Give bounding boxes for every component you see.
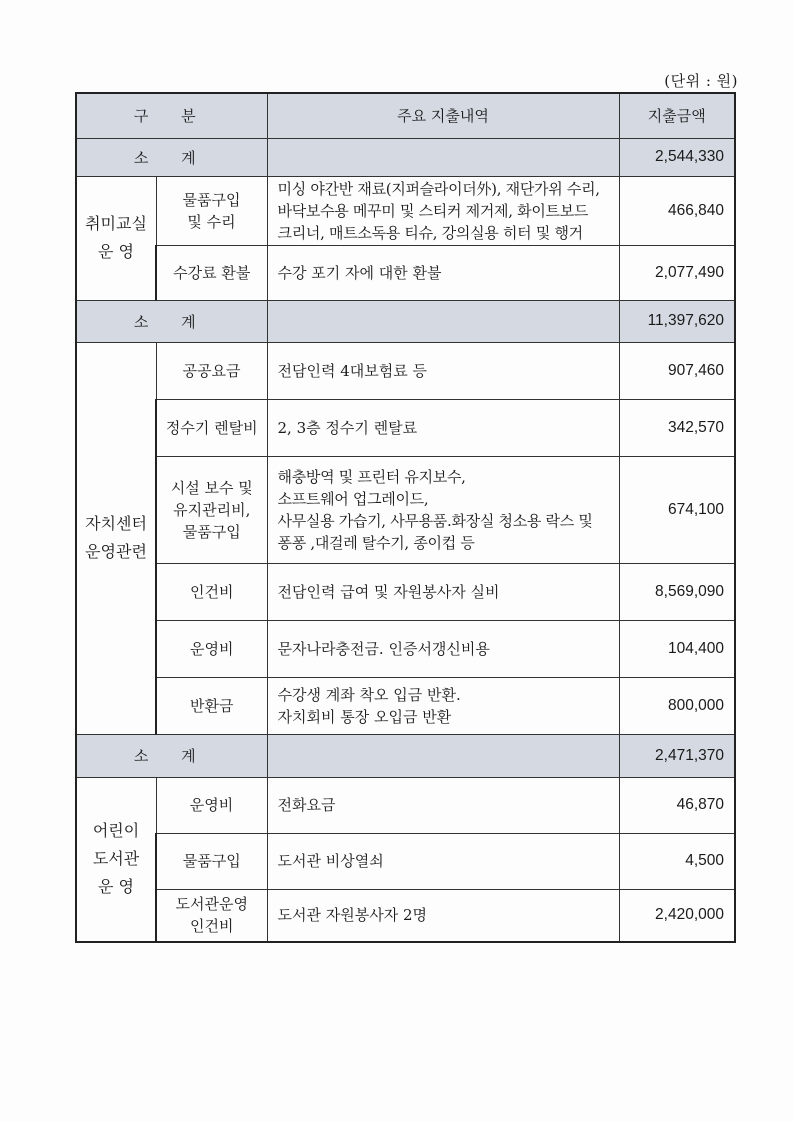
category-label: 자치센터 운영관련 xyxy=(76,342,156,734)
amount-cell: 342,570 xyxy=(619,399,735,456)
description-cell: 도서관 자원봉사자 2명 xyxy=(267,889,619,942)
subtotal-blank xyxy=(267,138,619,176)
item-label: 수강료 환불 xyxy=(156,245,267,300)
subtotal-blank xyxy=(267,300,619,342)
subtotal-row xyxy=(76,300,735,342)
table-row xyxy=(76,677,735,734)
table-row xyxy=(76,889,735,942)
description-cell: 문자나라충전금. 인증서갱신비용 xyxy=(267,620,619,677)
table-row xyxy=(76,620,735,677)
item-label: 물품구입 xyxy=(156,833,267,889)
item-label: 공공요금 xyxy=(156,342,267,399)
category-label: 어린이 도서관 운 영 xyxy=(76,777,156,942)
subtotal-label: 소 계 xyxy=(76,300,267,342)
subtotal-row xyxy=(76,734,735,777)
item-label: 정수기 렌탈비 xyxy=(156,399,267,456)
table-row xyxy=(76,245,735,300)
table-row xyxy=(76,563,735,620)
header-category: 구 분 xyxy=(76,93,267,138)
description-cell: 전담인력 4대보험료 등 xyxy=(267,342,619,399)
subtotal-amount: 2,544,330 xyxy=(619,138,735,176)
description-cell: 도서관 비상열쇠 xyxy=(267,833,619,889)
item-label: 운영비 xyxy=(156,620,267,677)
item-label: 시설 보수 및 유지관리비, 물품구입 xyxy=(156,456,267,563)
amount-cell: 466,840 xyxy=(619,176,735,245)
description-cell: 해충방역 및 프린터 유지보수, 소프트웨어 업그레이드, 사무실용 가습기, 사무용품.화장실 청소용 락스 및 퐁퐁 ,대걸레 탈수기, 종이컵 등 xyxy=(267,456,619,563)
amount-cell: 907,460 xyxy=(619,342,735,399)
amount-cell: 4,500 xyxy=(619,833,735,889)
amount-cell: 8,569,090 xyxy=(619,563,735,620)
amount-cell: 2,420,000 xyxy=(619,889,735,942)
item-label: 운영비 xyxy=(156,777,267,833)
item-label: 반환금 xyxy=(156,677,267,734)
table-row xyxy=(76,342,735,399)
table-row xyxy=(76,833,735,889)
subtotal-amount: 2,471,370 xyxy=(619,734,735,777)
amount-cell: 46,870 xyxy=(619,777,735,833)
table-row xyxy=(76,399,735,456)
subtotal-amount: 11,397,620 xyxy=(619,300,735,342)
subtotal-label: 소 계 xyxy=(76,734,267,777)
amount-cell: 674,100 xyxy=(619,456,735,563)
subtotal-label: 소 계 xyxy=(76,138,267,176)
amount-cell: 104,400 xyxy=(619,620,735,677)
description-cell: 수강 포기 자에 대한 환불 xyxy=(267,245,619,300)
table-row xyxy=(76,176,735,245)
description-cell: 전화요금 xyxy=(267,777,619,833)
item-label: 인건비 xyxy=(156,563,267,620)
expenditure-table xyxy=(75,92,736,943)
amount-cell: 2,077,490 xyxy=(619,245,735,300)
header-description: 주요 지출내역 xyxy=(267,93,619,138)
description-cell: 미싱 야간반 재료(지퍼슬라이더外), 재단가위 수리, 바닥보수용 메꾸미 및 스티커 제거제, 화이트보드 크리너, 매트소독용 티슈, 강의실용 히터 및 행거 xyxy=(267,176,619,245)
header-amount: 지출금액 xyxy=(619,93,735,138)
amount-cell: 800,000 xyxy=(619,677,735,734)
header-row xyxy=(76,93,735,138)
category-label: 취미교실 운 영 xyxy=(76,176,156,300)
subtotal-row xyxy=(76,138,735,176)
item-label: 도서관운영 인건비 xyxy=(156,889,267,942)
description-cell: 전담인력 급여 및 자원봉사자 실비 xyxy=(267,563,619,620)
table-row xyxy=(76,777,735,833)
subtotal-blank xyxy=(267,734,619,777)
description-cell: 수강생 계좌 착오 입금 반환. 자치회비 통장 오입금 반환 xyxy=(267,677,619,734)
description-cell: 2, 3층 정수기 렌탈료 xyxy=(267,399,619,456)
item-label: 물품구입 및 수리 xyxy=(156,176,267,245)
unit-note: (단위 : 원) xyxy=(664,72,738,90)
table-row xyxy=(76,456,735,563)
